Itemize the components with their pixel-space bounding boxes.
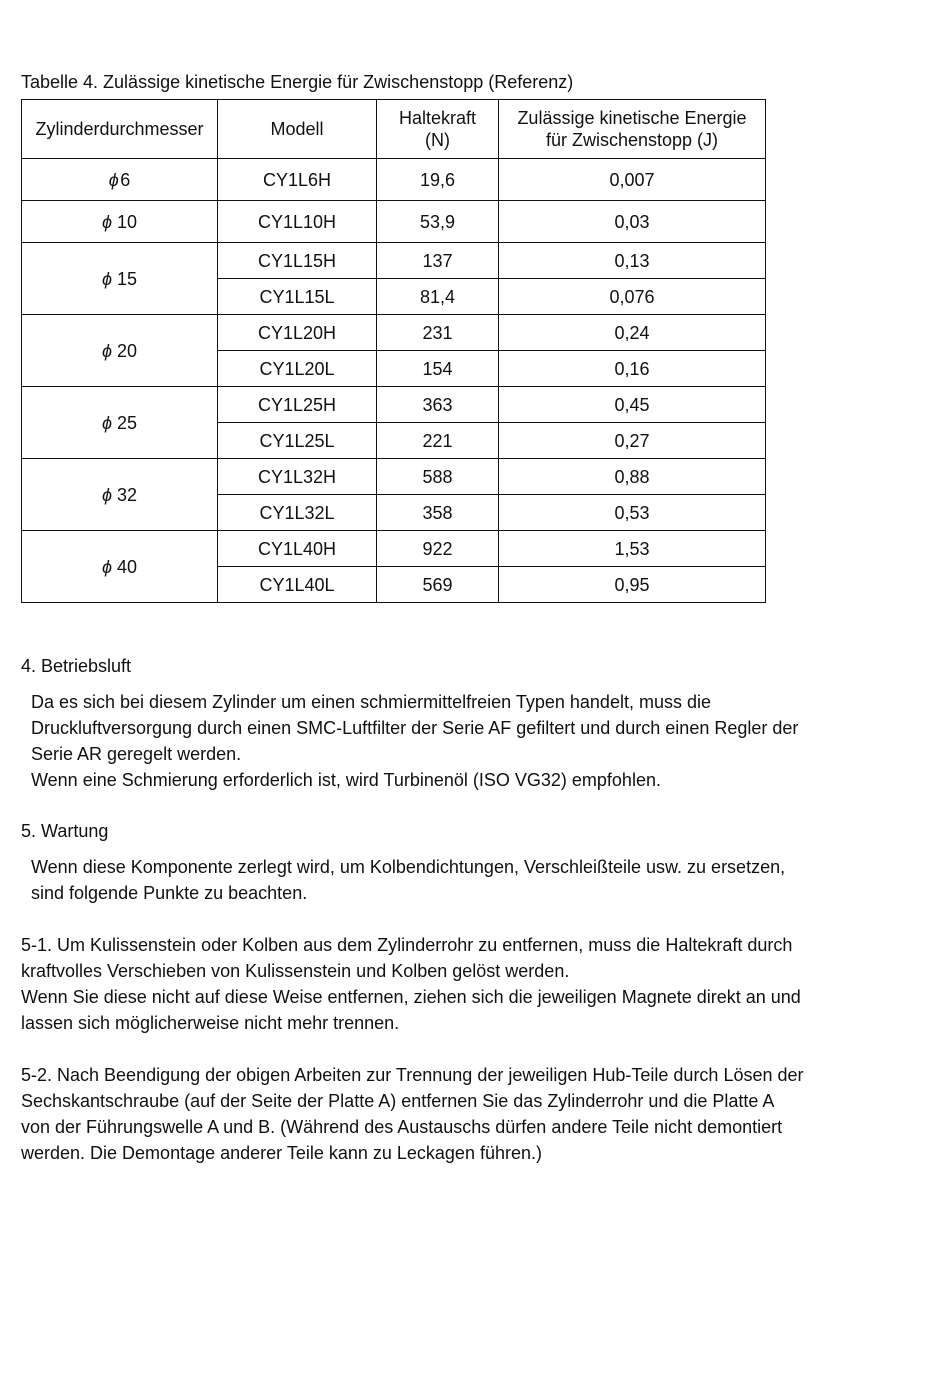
diameter-value: 10 (117, 211, 138, 232)
diameter-cell (22, 459, 218, 531)
force-cell: 569 (377, 567, 499, 603)
section-5-line: sind folgende Punkte zu beachten. (31, 883, 308, 903)
section-4-line: Da es sich bei diesem Zylinder um einen schmiermittelfreien Typen handelt, muss die (31, 692, 711, 712)
model-cell: CY1L20L (218, 351, 377, 387)
section-5-2-line: 5-2. Nach Beendigung der obigen Arbeiten zur Trennung der jeweiligen Hub-Teile durch Lösen der (21, 1065, 804, 1085)
section-4-line: Serie AR geregelt werden. (31, 744, 242, 764)
table-row (22, 243, 766, 279)
table-header-row (22, 100, 766, 159)
header-energy-line2: für Zwischenstopp (J) (545, 130, 719, 150)
section-5-1-line: kraftvolles Verschieben von Kulissenstein und Kolben gelöst werden. (21, 961, 570, 981)
table-row (22, 315, 766, 351)
energy-cell: 0,24 (499, 315, 766, 351)
energy-cell: 0,13 (499, 243, 766, 279)
energy-cell: 0,88 (499, 459, 766, 495)
model-cell: CY1L10H (218, 201, 377, 243)
section-5-1-line: 5-1. Um Kulissenstein oder Kolben aus dem Zylinderrohr zu entfernen, muss die Haltekraft durch (21, 935, 793, 955)
phi-symbol: ϕ (101, 484, 112, 505)
energy-cell: 0,45 (499, 387, 766, 423)
diameter-cell (22, 159, 218, 201)
model-cell: CY1L32L (218, 495, 377, 531)
section-5-heading: 5. Wartung (21, 821, 109, 841)
diameter-value: 6 (120, 169, 131, 190)
diameter-value: 20 (117, 340, 138, 361)
header-energy-line1: Zulässige kinetische Energie (517, 108, 747, 128)
diameter-cell (22, 243, 218, 315)
section-5-body (31, 854, 785, 906)
energy-cell: 0,27 (499, 423, 766, 459)
section-5-2-line: Sechskantschraube (auf der Seite der Platte A) entfernen Sie das Zylinderrohr und die Platte A (21, 1091, 775, 1111)
section-5-2-line: von der Führungswelle A und B. (Während des Austauschs dürfen andere Teile nicht demontiert (21, 1117, 783, 1137)
header-model: Modell (218, 100, 377, 159)
diameter-value: 32 (117, 484, 138, 505)
force-cell: 154 (377, 351, 499, 387)
header-holding-force (377, 100, 499, 159)
table-caption: Tabelle 4. Zulässige kinetische Energie für Zwischenstopp (Referenz) (21, 72, 574, 92)
force-cell: 81,4 (377, 279, 499, 315)
force-cell: 221 (377, 423, 499, 459)
diameter-cell (22, 201, 218, 243)
table-row (22, 159, 766, 201)
table-body (22, 159, 766, 603)
force-cell: 588 (377, 459, 499, 495)
phi-symbol: ϕ (101, 268, 112, 289)
section-5-2-body (21, 1062, 804, 1166)
phi-symbol: ϕ (101, 211, 112, 232)
header-holding-force-line1: Haltekraft (398, 108, 477, 128)
energy-cell: 0,53 (499, 495, 766, 531)
section-5-1-line: lassen sich möglicherweise nicht mehr trennen. (21, 1013, 400, 1033)
energy-table (21, 99, 766, 603)
diameter-value: 40 (117, 556, 138, 577)
header-diameter: Zylinderdurchmesser (22, 100, 218, 159)
force-cell: 53,9 (377, 201, 499, 243)
table-row (22, 201, 766, 243)
energy-cell: 0,03 (499, 201, 766, 243)
force-cell: 19,6 (377, 159, 499, 201)
diameter-cell (22, 387, 218, 459)
force-cell: 363 (377, 387, 499, 423)
energy-cell: 0,076 (499, 279, 766, 315)
model-cell: CY1L40L (218, 567, 377, 603)
energy-cell: 1,53 (499, 531, 766, 567)
header-energy (499, 100, 766, 159)
diameter-cell (22, 531, 218, 603)
phi-symbol: ϕ (108, 169, 119, 190)
table-row (22, 387, 766, 423)
section-4-line: Druckluftversorgung durch einen SMC-Luftfilter der Serie AF gefiltert und durch einen Regler der (31, 718, 799, 738)
force-cell: 922 (377, 531, 499, 567)
model-cell: CY1L40H (218, 531, 377, 567)
force-cell: 358 (377, 495, 499, 531)
section-4-line: Wenn eine Schmierung erforderlich ist, wird Turbinenöl (ISO VG32) empfohlen. (31, 770, 661, 790)
force-cell: 231 (377, 315, 499, 351)
model-cell: CY1L25H (218, 387, 377, 423)
phi-symbol: ϕ (101, 556, 112, 577)
force-cell: 137 (377, 243, 499, 279)
section-4-heading: 4. Betriebsluft (21, 656, 132, 676)
model-cell: CY1L32H (218, 459, 377, 495)
header-holding-force-line2: (N) (425, 130, 450, 150)
model-cell: CY1L15L (218, 279, 377, 315)
diameter-cell (22, 315, 218, 387)
table-row (22, 459, 766, 495)
section-5-1-line: Wenn Sie diese nicht auf diese Weise entfernen, ziehen sich die jeweiligen Magnete direkt an und (21, 987, 801, 1007)
model-cell: CY1L15H (218, 243, 377, 279)
diameter-value: 15 (117, 268, 138, 289)
energy-cell: 0,007 (499, 159, 766, 201)
model-cell: CY1L20H (218, 315, 377, 351)
phi-symbol: ϕ (101, 412, 112, 433)
section-5-2-line: werden. Die Demontage anderer Teile kann zu Leckagen führen.) (21, 1143, 542, 1163)
section-5-1-body (21, 932, 801, 1036)
table-row (22, 531, 766, 567)
section-5-line: Wenn diese Komponente zerlegt wird, um Kolbendichtungen, Verschleißteile usw. zu ersetzen, (31, 857, 786, 877)
section-4-body (31, 689, 798, 793)
phi-symbol: ϕ (101, 340, 112, 361)
diameter-value: 25 (117, 412, 138, 433)
model-cell: CY1L6H (218, 159, 377, 201)
energy-cell: 0,95 (499, 567, 766, 603)
energy-cell: 0,16 (499, 351, 766, 387)
model-cell: CY1L25L (218, 423, 377, 459)
